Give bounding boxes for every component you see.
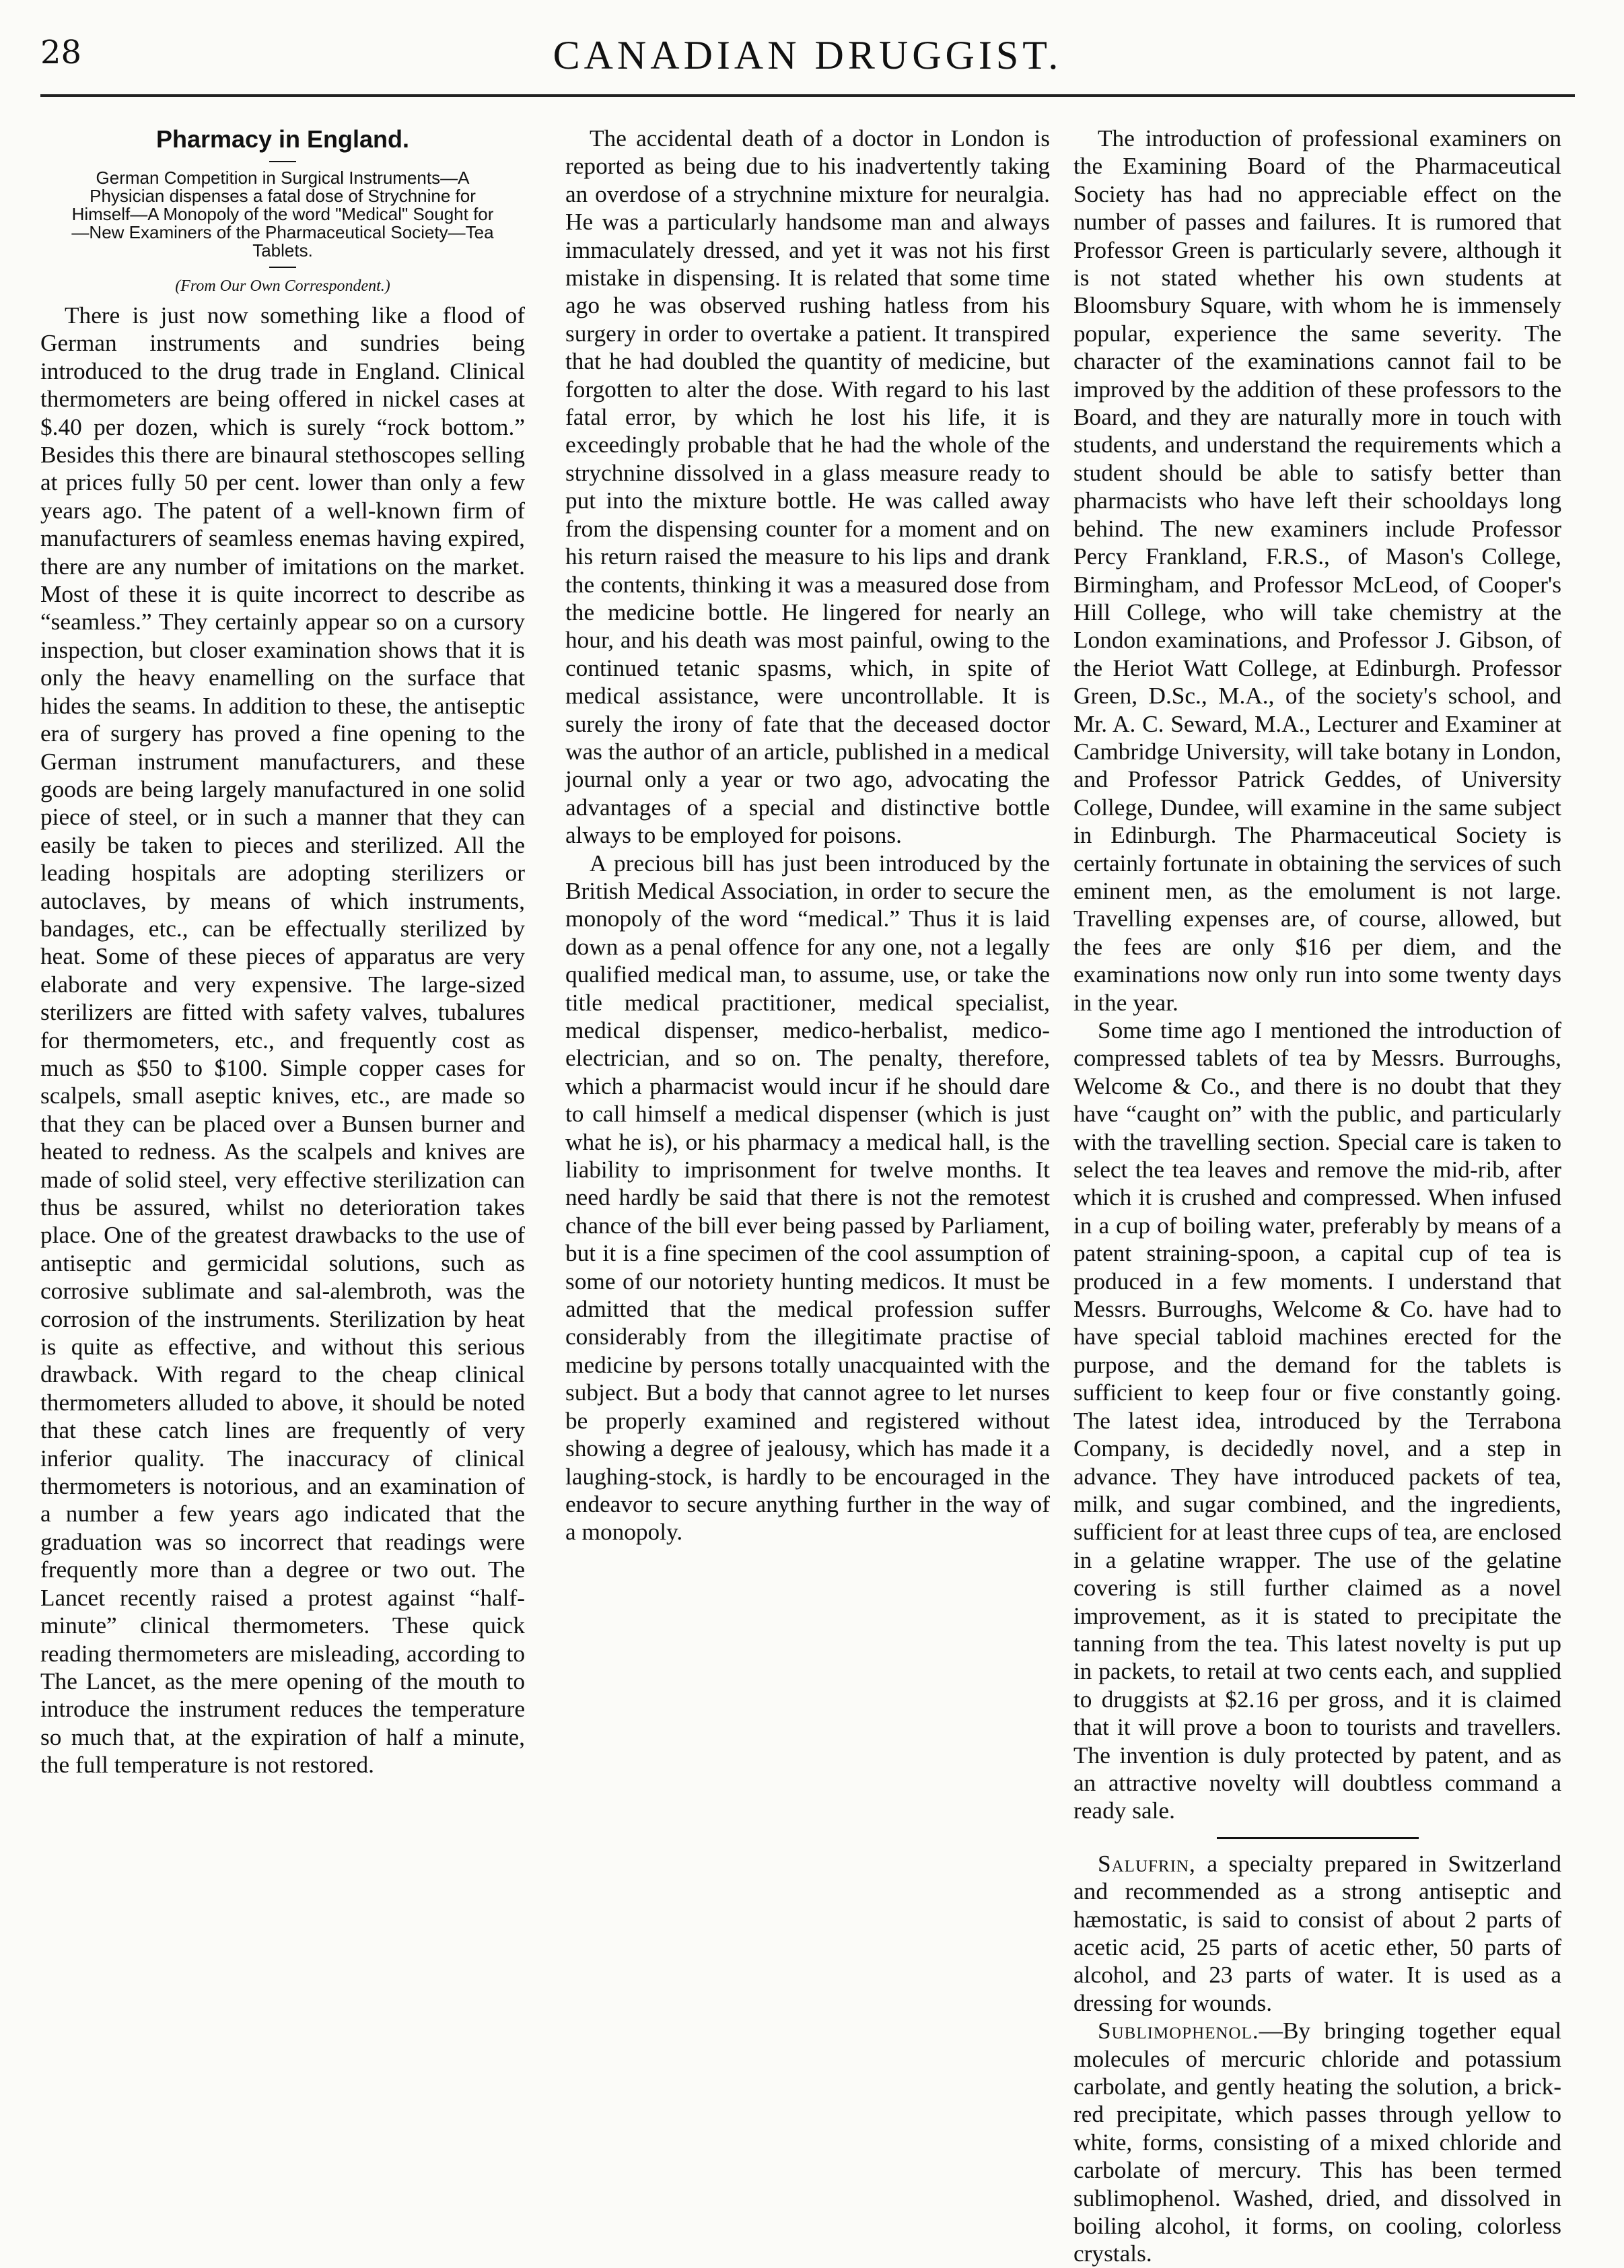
note-term: Sublimophenol. <box>1098 2018 1259 2044</box>
column-1 <box>40 125 525 2185</box>
paragraph-tea-tablets: Some time ago I mentioned the introduction of compressed tablets of tea by Messrs. Burroughs, Welcome & Co., and there is no doubt that they have “caught on” with the public, and particularly with the travelling section. Special care is taken to select the tea leaves and remove the mid-rib, after which it is crushed and compressed. When infused in a cup of boiling water, preferably by means of a patent straining-spoon, a capital cup of tea is produced in a few moments. I understand that Messrs. Burroughs, Welcome & Co. have had to have special tabloid machines erected for the purpose, and the demand for the tablets is sufficient to keep four or five constantly going. The latest idea, introduced by the Terrabona Company, is decidedly novel, and a step in advance. They have introduced packets of tea, milk, and sugar combined, and the ingredients, sufficient for at least three cups of tea, are enclosed in a gelatine wrapper. The use of the gelatine covering is still further claimed as a novel improvement, as it is stated to precipitate the tanning from the tea. This latest novelty is put up in packets, to retail at two cents each, and supplied to druggists at $2.16 per gross, and it is claimed that it will prove a boon to tourists and travellers. The invention is duly protected by patent, and as an attractive novelty will doubtless command a ready sale. <box>1073 1017 1561 1824</box>
running-title: CANADIAN DRUGGIST. <box>553 33 1063 77</box>
column-3 <box>1073 125 1561 2267</box>
note-salufrin <box>1073 1850 1561 2017</box>
page-header <box>40 27 1575 101</box>
article-title: Pharmacy in England. <box>155 125 410 153</box>
section-separator <box>1217 1837 1419 1839</box>
paragraph-medical-bill: A precious bill has just been introduced by the British Medical Association, in order to secure the monopoly of the word “medical.” Thus it is laid down as a penal offence for any one, not a legally qualified medical man, to assume, use, or take the title medical practitioner, medical specialist, medical dispenser, medico-herbalist, medico-electrician, and so on. The penalty, therefore, which a pharmacist would incur if he should dare to call himself a medical dispenser (which is just what he is), or his pharmacy a medical hall, is the liability to imprisonment for twelve months. It need hardly be said that there is not the remotest chance of the bill ever being passed by Parliament, but it is a fine specimen of the cool assumption of some of our notoriety hunting medicos. It must be admitted that the medical profession suffer considerably from the illegitimate practise of medicine by persons totally unacquainted with the subject. But a body that cannot agree to let nurses be properly examined and registered without showing a degree of jealousy, which has made it a laughing-stock, is hardly to be encouraged in the endeavor to secure anything further in the way of a monopoly. <box>565 850 1050 1546</box>
paragraph-doctor-death: The accidental death of a doctor in London is reported as being due to his inadvertently taking an overdose of a strychnine mixture for neuralgia. He was a particularly handsome man and always immaculately dressed, and yet it was not his first mistake in dispensing. It is related that some time ago he was observed rushing hatless from his surgery in order to overtake a patient. It transpired that he had doubled the quantity of medicine, but forgotten to alter the dose. With regard to his last fatal error, by which he lost his life, it is exceedingly probable that he had the whole of the strychnine dissolved in a glass measure ready to put into the mixture bottle. He was called away from the dispensing counter for a moment and on his return raised the measure to his lips and drank the contents, thinking it was a measured dose from the medicine bottle. He lingered for nearly an hour, and his death was most painful, owing to the continued tetanic spasms, which, in spite of medical assistance, were uncontrollable. It is surely the irony of fate that the deceased doctor was the author of an article, published in a medical journal only a year or two ago, advocating the advantages of a special and distinctive bottle always to be employed for poisons. <box>565 125 1050 849</box>
paragraph-examiners: The introduction of professional examiners on the Examining Board of the Pharmaceutical Society has had no appreciable effect on the number of passes and failures. It is rumored that Professor Green is particularly severe, although it is not stated whether his own students at Bloomsbury Square, with whom he is immensely popular, experience the same severity. The character of the examinations cannot fail to be improved by the addition of these professors to the Board, and they are naturally more in touch with students, and understand the requirements which a student should be able to satisfy better than pharmacists who have left their schooldays long behind. The new examiners include Professor Percy Frankland, F.R.S., of Mason's College, Birmingham, and Professor McLeod, of Cooper's Hill College, who will take chemistry at the London examinations, and Professor J. Gibson, of the Heriot Watt College, at Edinburgh. Professor Green, D.Sc., M.A., of the society's school, and Mr. A. C. Seward, M.A., Lecturer and Examiner at Cambridge University, will take botany in London, and Professor Patrick Geddes, of University College, Dundee, will examine in the same subject in Edinburgh. The Pharmaceutical Society is certainly fortunate in obtaining the services of such eminent men, as the emolument is not large. Travelling expenses are, of course, allowed, but the fees are only $16 per diem, and the examinations now only run into some twenty days in the year. <box>1073 125 1561 1016</box>
paragraph-german-instruments: There is just now something like a flood of German instruments and sundries being introduced to the drug trade in England. Clinical thermometers are being offered in nickel cases at $.40 per dozen, which is surely “rock bottom.” Besides this there are binaural stethoscopes selling at prices fully 50 per cent. lower than only a few years ago. The patent of a well-known firm of manufacturers of seamless enemas having expired, there are any number of imitations on the market. Most of these it is quite incorrect to describe as “seamless.” They certainly appear so on a cursory inspection, but closer examination shows that it is only the heavy enamelling on the surface that hides the seams. In addition to these, the antiseptic era of surgery has proved a fine opening to the German instrument manufacturers, and these goods are being largely manufactured in one solid piece of steel, or in such a manner that they can easily be taken to pieces and sterilized. All the leading hospitals are adopting sterilizers or autoclaves, by means of which instruments, bandages, etc., can be effectually sterilized by heat. Some of these pieces of apparatus are very elaborate and very expensive. The large-sized sterilizers are fitted with safety valves, tubalures for thermometers, etc., and frequently cost as much as $50 to $100. Simple copper cases for scalpels, small aseptic knives, etc., are made so that they can be placed over a Bunsen burner and heated to redness. As the scalpels and knives are made of solid steel, very effective sterilization can thus be assured, whilst no deterioration takes place. One of the greatest drawbacks to the use of antiseptic and germicidal solutions, such as corrosive sublimate and sal-alembroth, was the corrosion of the instruments. Sterilization by heat is quite as effective, and without this serious drawback. With regard to the cheap clinical thermometers alluded to above, it should be noted that these catch lines are frequently of very inferior quality. The inaccuracy of clinical thermometers is notorious, and an examination of a number a few years ago indicated that the graduation was so incorrect that readings were frequently more than a degree or two out. The Lancet recently raised a protest against “half-minute” clinical thermometers. These quick reading thermometers are misleading, according to The Lancet, as the mere opening of the mouth to introduce the instrument reduces the temperature so much that, at the expiration of half a minute, the full temperature is not restored. <box>40 302 525 1779</box>
title-dash <box>269 161 296 162</box>
page-number: 28 <box>40 34 82 71</box>
header-rule <box>40 94 1575 97</box>
summary-dash <box>269 267 296 268</box>
note-term: Salufrin, <box>1098 1850 1196 1877</box>
correspondent-line: (From Our Own Correspondent.) <box>175 277 390 295</box>
note-text: —By bringing together equal molecules of mercuric chloride and potassium carbolate, and gently heating the solution, a brick-red precipitate, which passes through yellow to white, forms, consisting of a mixed chloride and carbolate of mercury. This has been termed sublimophenol. Washed, dried, and dissolved in boiling alcohol, it forms, on cooling, colorless crystals. <box>1073 2018 1561 2267</box>
note-sublimophenol <box>1073 2017 1561 2268</box>
article-summary: German Competition in Surgical Instruments—A Physician dispenses a fatal dose of Strychnine for Himself—A Monopoly of the word "Medical" Sought for—New Examiners of the Pharmaceutical Society—Tea Tablets. <box>71 168 494 261</box>
column-2 <box>565 125 1050 2185</box>
note-text: a specialty prepared in Switzerland and recommended as a strong antiseptic and hæmostatic, is said to consist of about 2 parts of acetic acid, 25 parts of acetic ether, 50 parts of alcohol, and 23 parts of water. It is used as a dressing for wounds. <box>1073 1850 1561 2016</box>
